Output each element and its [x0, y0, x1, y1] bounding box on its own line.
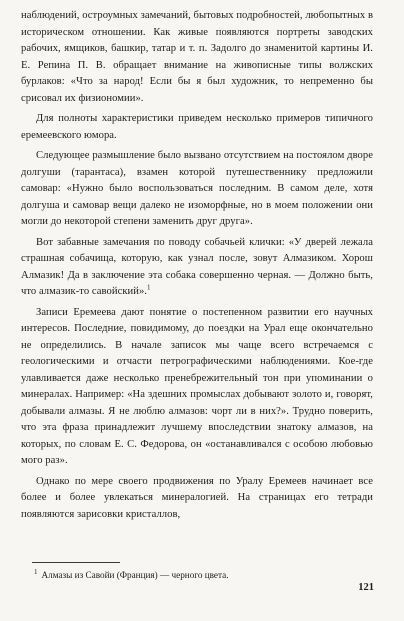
footnote-divider: [32, 562, 120, 563]
paragraph-5: Записи Еремеева дают понятие о постепенном развитии его научных интересов. Последние, повидимому, до поездки на Урал еще окончательно не определились. В начале записок мы чаще всего встречаемся с геологическими и отчасти петрографическими наблюдениями. Кое-где улавливается даже несколько пренебрежительный тон при упоминании о минералах. Например: «На здешних промыслах добывают золото и, говорят, добывали алмазы. Я не люблю алмазов: чорт ли в них?». Трудно поверить, что эта фраза принадлежит лучшему впоследствии знатоку алмазов, на которых, по словам Е. С. Федорова, он «останавливался с особою любовью мого раз».: [21, 306, 373, 466]
paragraph-1: наблюдений, остроумных замечаний, бытовых подробностей, любопытных в историческом отношении. Как живые появляются портреты заводских рабочих, ямщиков, башкир, татар и т. п. Задолго до знаменитой картины И. Е. Репина П. В. обращает внимание на живописные типы волжских бурлаков: «Что за народ! Если бы я был художник, то непременно бы срисовал их физиономии».: [21, 10, 373, 104]
footnote-text: Алмазы из Савойи (Франция) — черного цвета.: [41, 570, 229, 581]
paragraph-2: Для полноты характеристики приведем несколько примеров типичного еремеевского юмора.: [21, 113, 373, 141]
paragraph-4-text: Вот забавные замечания по поводу собачьей клички: «У дверей лежала страшная собачища, которую, как узнал после, зовут Алмазиком. Хорош Алмазик! Да в заключение эта собака совершенно черная. — Должно быть, что алмазик-то савойский».: [21, 236, 373, 297]
paragraph-4: [21, 235, 373, 301]
paragraph-6: Однако по мере своего продвижения по Уралу Еремеев начинает все более и более увлекаться минералогией. На страницах его тетради появляются зарисовки кристаллов,: [21, 475, 373, 520]
page-number: 121: [358, 582, 374, 593]
footnote: [34, 565, 374, 582]
paragraph-3: Следующее размышление было вызвано отсутствием на постоялом дворе долгуши (тарантаса), взамен которой путешественнику предложили самовар: «Нужно было воспользоваться последним. В самом деле, хотя долгуша и самовар вещи далеко не изоморфные, но в моем положении они могли до некоторой степени заменить друг друга».: [21, 150, 373, 227]
footnote-reference: 1: [147, 283, 151, 292]
body-text: [21, 8, 373, 523]
footnote-number: 1: [34, 568, 38, 576]
